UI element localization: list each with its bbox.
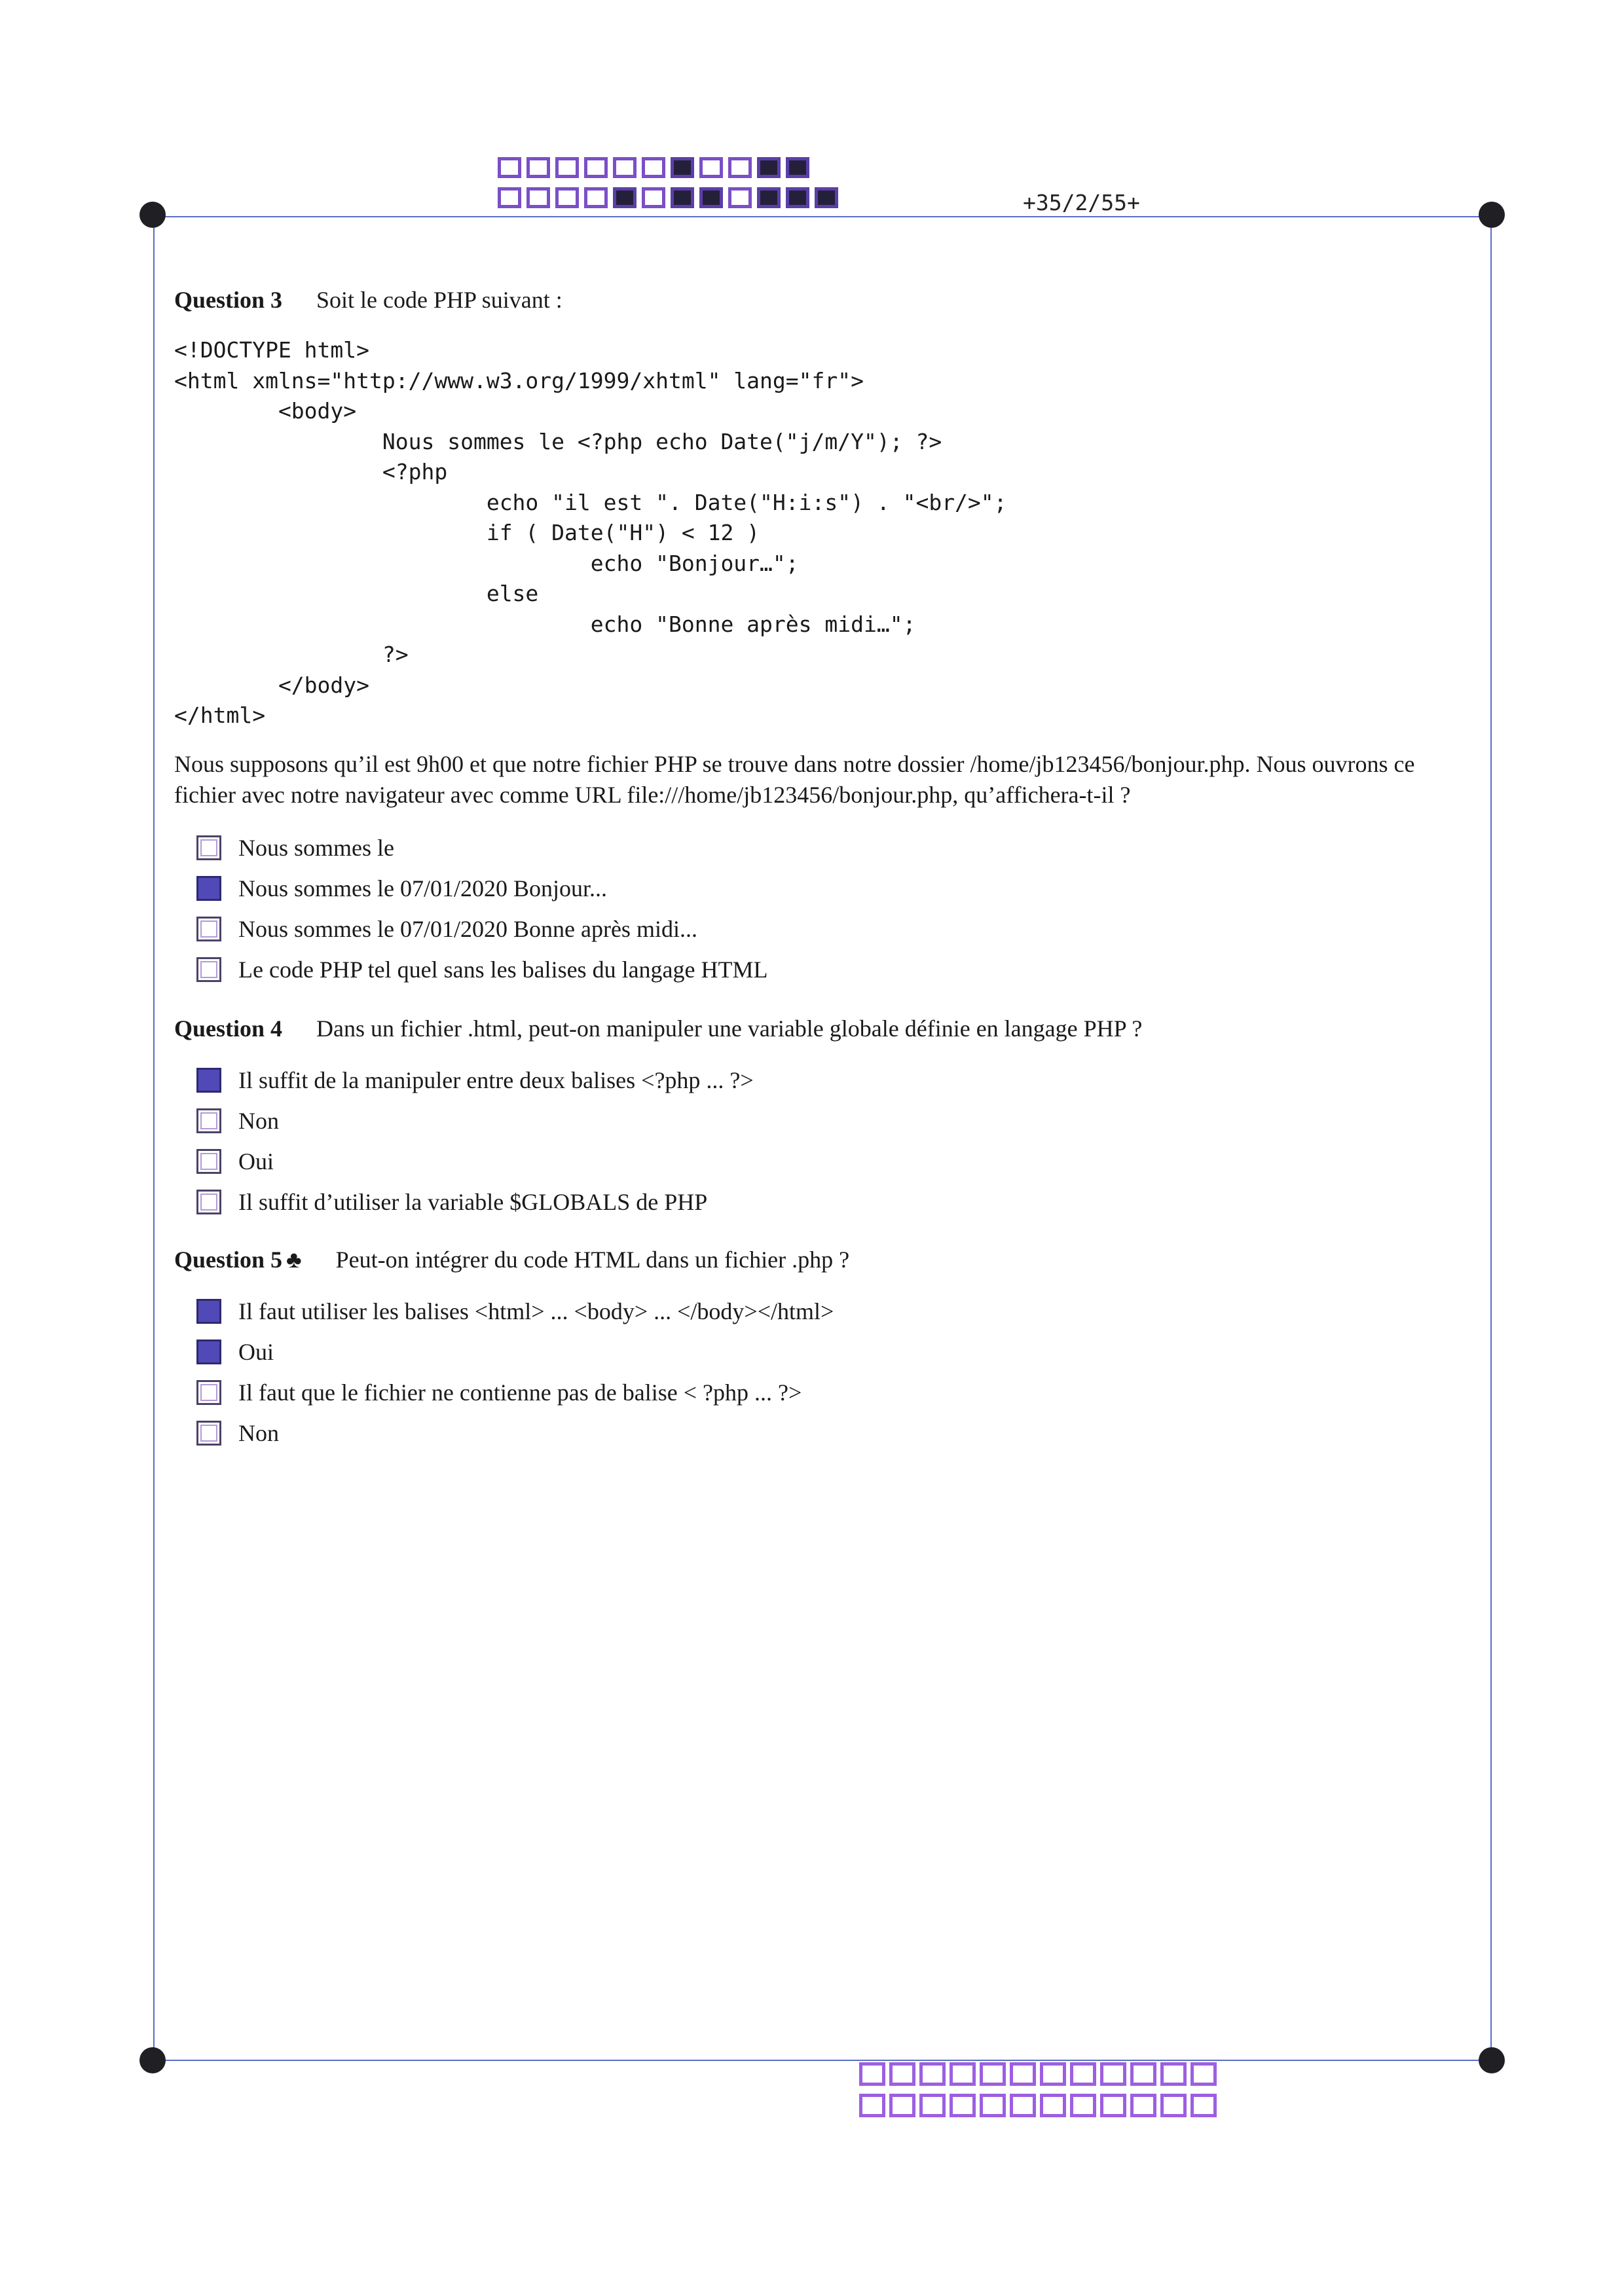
answer-option[interactable] <box>196 1141 754 1182</box>
question-4-text: Dans un fichier .html, peut-on manipuler une variable globale définie en langage PHP ? <box>316 1015 1143 1042</box>
answer-checkbox[interactable] <box>196 1108 221 1133</box>
code-cell <box>498 157 521 178</box>
answer-text: Oui <box>238 1339 274 1365</box>
code-cell <box>757 187 781 208</box>
code-cell <box>1190 2094 1217 2117</box>
code-cell <box>889 2094 915 2117</box>
code-cell <box>555 187 579 208</box>
question-5-text: Peut-on intégrer du code HTML dans un fichier .php ? <box>335 1247 850 1273</box>
answer-option[interactable] <box>196 1101 754 1141</box>
answer-checkbox[interactable] <box>196 957 221 982</box>
answer-text: Non <box>238 1420 279 1446</box>
answer-checkbox[interactable] <box>196 1149 221 1174</box>
code-cell <box>555 157 579 178</box>
answer-option[interactable] <box>196 828 768 868</box>
question-5-header <box>174 1246 849 1273</box>
answer-checkbox[interactable] <box>196 1190 221 1214</box>
code-cell <box>728 157 752 178</box>
code-cell <box>919 2094 946 2117</box>
code-cell <box>1070 2062 1096 2086</box>
code-cell <box>1040 2062 1066 2086</box>
code-cell <box>1100 2062 1126 2086</box>
code-cell <box>1160 2062 1187 2086</box>
code-cell <box>1040 2094 1066 2117</box>
code-cell <box>859 2062 885 2086</box>
corner-mark-top-left <box>139 202 166 228</box>
question-5-answers <box>196 1291 834 1453</box>
answer-checkbox[interactable] <box>196 876 221 901</box>
code-cell <box>1130 2094 1156 2117</box>
bottom-code-strip-1 <box>859 2062 1221 2086</box>
answer-checkbox[interactable] <box>196 1339 221 1364</box>
answer-text: Nous sommes le 07/01/2020 Bonne après midi... <box>238 916 697 942</box>
question-4-answers <box>196 1060 754 1222</box>
code-cell <box>980 2094 1006 2117</box>
code-cell <box>526 187 550 208</box>
answer-checkbox[interactable] <box>196 1380 221 1405</box>
code-cell <box>671 157 694 178</box>
answer-checkbox[interactable] <box>196 835 221 860</box>
bottom-code-strip-2 <box>859 2094 1221 2117</box>
code-cell <box>815 187 838 208</box>
code-cell <box>584 187 608 208</box>
code-cell <box>584 157 608 178</box>
answer-option[interactable] <box>196 1060 754 1101</box>
code-cell <box>1010 2094 1036 2117</box>
top-code-strip-1 <box>498 157 815 178</box>
code-cell <box>642 187 665 208</box>
code-cell <box>1100 2094 1126 2117</box>
code-cell <box>950 2062 976 2086</box>
answer-option[interactable] <box>196 1332 834 1372</box>
answer-text: Le code PHP tel quel sans les balises du langage HTML <box>238 957 768 983</box>
code-cell <box>1130 2062 1156 2086</box>
question-4-label: Question 4 <box>174 1015 283 1042</box>
code-cell <box>728 187 752 208</box>
code-cell <box>613 187 637 208</box>
code-cell <box>699 157 723 178</box>
code-cell <box>757 157 781 178</box>
corner-mark-top-right <box>1479 202 1505 228</box>
corner-mark-bottom-left <box>139 2047 166 2073</box>
code-cell <box>919 2062 946 2086</box>
code-cell <box>786 187 809 208</box>
code-cell <box>859 2094 885 2117</box>
answer-text: Il suffit d’utiliser la variable $GLOBALS de PHP <box>238 1189 708 1215</box>
code-cell <box>950 2094 976 2117</box>
code-cell <box>671 187 694 208</box>
question-3-text: Soit le code PHP suivant : <box>316 287 563 313</box>
question-3-paragraph: Nous supposons qu’il est 9h00 et que notre fichier PHP se trouve dans notre dossier /home/jb123456/bonjour.php. Nous ouvrons ce fichier avec notre navigateur avec comme URL file:///home/jb123456/bonjour.php, qu’affichera-t-il ? <box>174 751 1415 808</box>
question-4-header <box>174 1015 1142 1042</box>
answer-checkbox[interactable] <box>196 1299 221 1324</box>
club-icon: ♣ <box>286 1247 302 1273</box>
code-cell <box>1190 2062 1217 2086</box>
answer-option[interactable] <box>196 1182 754 1222</box>
code-cell <box>1160 2094 1187 2117</box>
question-5-label: Question 5 ♣ <box>174 1247 302 1273</box>
code-cell <box>786 157 809 178</box>
answer-text: Oui <box>238 1148 274 1175</box>
top-code-strip-2 <box>498 187 843 208</box>
code-cell <box>1070 2094 1096 2117</box>
answer-text: Nous sommes le <box>238 835 394 861</box>
answer-text: Il faut utiliser les balises <html> ... <body> ... </body></html> <box>238 1298 834 1324</box>
answer-option[interactable] <box>196 868 768 909</box>
answer-text: Nous sommes le 07/01/2020 Bonjour... <box>238 875 608 902</box>
page-id: +35/2/55+ <box>1023 190 1140 215</box>
answer-option[interactable] <box>196 949 768 990</box>
php-code-block: <!DOCTYPE html> <html xmlns="http://www.w3.org/1999/xhtml" lang="fr"> <body> Nous sommes le <?php echo Date("j/m/Y"); ?> <?php echo "il est ". Date("H:i:s") . "<br/>"; if ( Date("H") < 12 ) echo "Bonjour…"; else echo "Bonne après midi…"; ?> </body> </html> <box>174 337 1007 728</box>
code-cell <box>526 157 550 178</box>
question-3-header <box>174 286 563 314</box>
code-cell <box>498 187 521 208</box>
code-cell <box>980 2062 1006 2086</box>
answer-option[interactable] <box>196 909 768 949</box>
corner-mark-bottom-right <box>1479 2047 1505 2073</box>
code-cell <box>889 2062 915 2086</box>
code-cell <box>699 187 723 208</box>
question-3-label: Question 3 <box>174 287 283 313</box>
code-cell <box>1010 2062 1036 2086</box>
answer-checkbox[interactable] <box>196 1068 221 1093</box>
answer-checkbox[interactable] <box>196 1421 221 1446</box>
answer-checkbox[interactable] <box>196 917 221 941</box>
code-cell <box>613 157 637 178</box>
answer-option[interactable] <box>196 1372 834 1413</box>
answer-text: Non <box>238 1108 279 1134</box>
question-3-answers <box>196 828 768 990</box>
answer-text: Il suffit de la manipuler entre deux balises <?php ... ?> <box>238 1067 754 1093</box>
answer-text: Il faut que le fichier ne contienne pas de balise < ?php ... ?> <box>238 1379 802 1406</box>
answer-option[interactable] <box>196 1413 834 1453</box>
answer-option[interactable] <box>196 1291 834 1332</box>
code-cell <box>642 157 665 178</box>
